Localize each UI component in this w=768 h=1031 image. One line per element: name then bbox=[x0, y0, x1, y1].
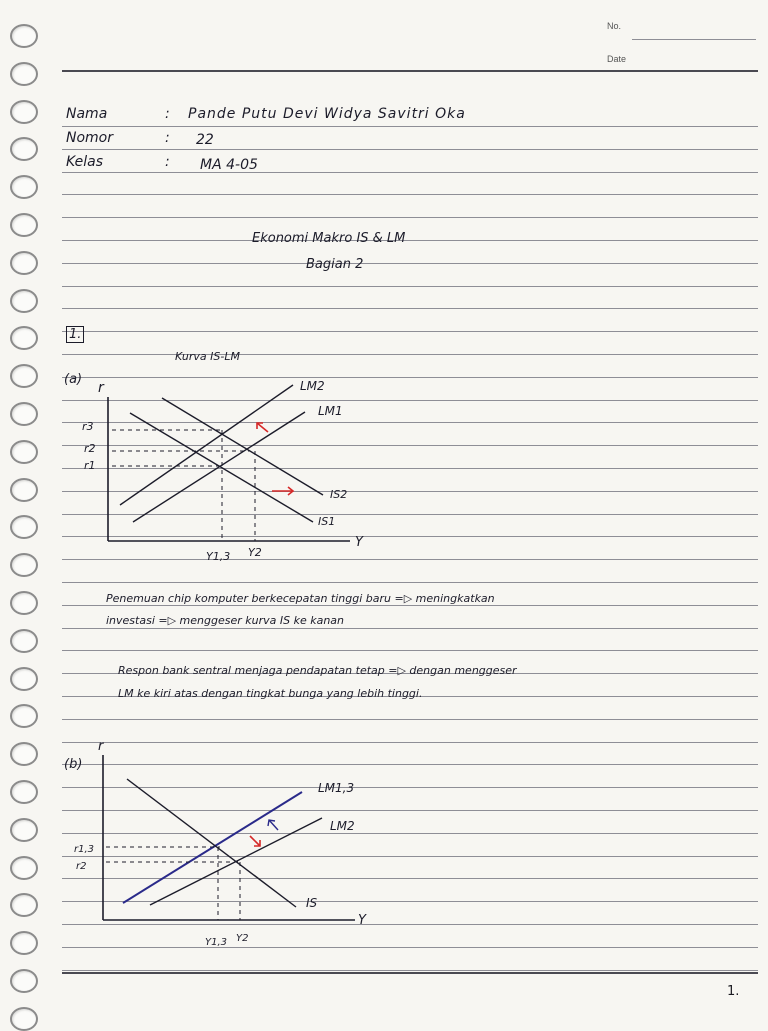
graph-a-lm2-label: LM2 bbox=[300, 379, 325, 393]
name-label: Nama bbox=[66, 106, 108, 122]
graph-a-y2-label: Y2 bbox=[248, 546, 262, 559]
graph-b-y2-label: Y2 bbox=[236, 933, 249, 944]
explanation-2-line-2: LM ke kiri atas dengan tingkat bunga yang lebih tinggi. bbox=[118, 687, 423, 700]
graph-a-r2-label: r2 bbox=[84, 442, 96, 455]
graph-b-lm2-label: LM2 bbox=[330, 819, 355, 833]
graph-b-axis-y: Y bbox=[358, 913, 366, 928]
page-title: Ekonomi Makro IS & LM bbox=[252, 231, 406, 246]
graph-b-r2-label: r2 bbox=[76, 861, 87, 872]
class-value: MA 4-05 bbox=[200, 157, 258, 173]
number-separator: : bbox=[165, 130, 170, 146]
graph-b-is-curve bbox=[127, 779, 296, 907]
graph-b-blue-arrow bbox=[268, 820, 278, 830]
page-subtitle: Bagian 2 bbox=[306, 257, 364, 272]
graph-a-lm1-label: LM1 bbox=[318, 404, 343, 418]
number-label: Nomor bbox=[66, 130, 113, 146]
graph-a-y13-label: Y1,3 bbox=[206, 550, 231, 563]
graph-b-lm13-label: LM1,3 bbox=[318, 781, 355, 795]
part-b-label: (b) bbox=[64, 757, 83, 772]
part-a-label: (a) bbox=[64, 372, 83, 387]
class-separator: : bbox=[165, 154, 170, 170]
graph-a-r3-label: r3 bbox=[82, 420, 94, 433]
graph-a-axis-r: r bbox=[98, 380, 104, 396]
graph-a-is2-label: IS2 bbox=[330, 488, 348, 501]
explanation-2-line-1: Respon bank sentral menjaga pendapatan tetap =▷ dengan menggeser bbox=[118, 664, 517, 677]
graph-a-axis-y: Y bbox=[355, 535, 363, 550]
graph-b-y13-label: Y1,3 bbox=[205, 937, 228, 948]
number-value: 22 bbox=[196, 132, 214, 148]
explanation-1-line-2: investasi =▷ menggeser kurva IS ke kanan bbox=[106, 614, 345, 627]
graph-b-is-label: IS bbox=[306, 896, 318, 910]
graph-a-is1-label: IS1 bbox=[318, 515, 336, 528]
no-label: No. bbox=[607, 21, 622, 31]
graph-b-axis-r: r bbox=[98, 739, 104, 754]
date-label: Date bbox=[607, 54, 627, 64]
graph-b-red-arrow bbox=[250, 836, 260, 846]
curve-title: Kurva IS-LM bbox=[175, 350, 240, 363]
graph-a-r1-label: r1 bbox=[84, 459, 96, 472]
page-number: 1. bbox=[727, 984, 740, 999]
graph-b-r13-label: r1,3 bbox=[74, 844, 95, 855]
name-separator: : bbox=[165, 106, 170, 122]
explanation-1-line-1: Penemuan chip komputer berkecepatan tinggi baru =▷ meningkatkan bbox=[106, 592, 495, 605]
class-label: Kelas bbox=[66, 154, 104, 170]
name-value: Pande Putu Devi Widya Savitri Oka bbox=[188, 106, 466, 122]
section-number: 1. bbox=[66, 326, 84, 343]
